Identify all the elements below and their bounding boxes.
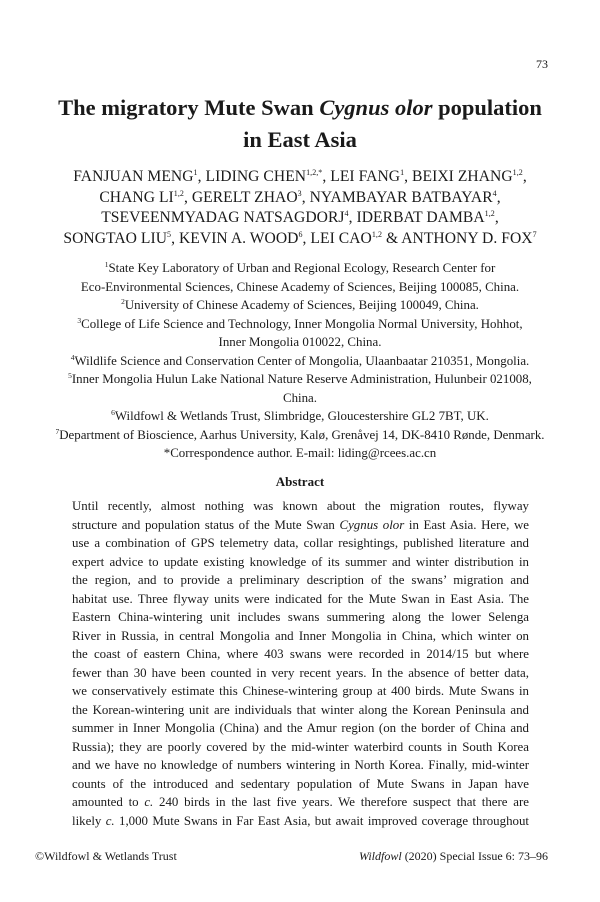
abstract-line xyxy=(72,534,529,553)
abstract-text: the region, and to provide a preliminary description of the swans’ migration and xyxy=(72,573,529,587)
affiliation-number: 7 xyxy=(55,426,60,436)
abstract-text: habitat use. Three flyway units were indicated for the Mute Swan in East Asia. The xyxy=(72,591,529,606)
abstract-line xyxy=(72,664,529,683)
author-name: , LIDING CHEN xyxy=(197,168,307,185)
affiliation-line xyxy=(16,259,584,278)
affiliation-number: 3 xyxy=(77,315,82,325)
page-number: 73 xyxy=(536,57,548,71)
abstract-text: the coast of eastern China, where 403 swans were recorded in 2014/15 but where xyxy=(72,647,529,661)
affiliation-text: China. xyxy=(282,390,317,405)
affiliation-marker: 1 xyxy=(400,168,405,177)
affiliation-number: 5 xyxy=(68,371,72,380)
affiliation-marker: 1,2 xyxy=(484,209,495,218)
author-name: , NYAMBAYAR BATBAYAR xyxy=(301,188,493,206)
affiliation-line xyxy=(16,426,584,445)
affiliation-number: 2 xyxy=(121,297,125,306)
author-name: FANJUAN MENG xyxy=(73,168,194,185)
affiliation-text: State Key Laboratory of Urban and Regional Ecology, Research Center for xyxy=(108,261,496,275)
abstract-text: use a combination of GPS telemetry data, collar resightings, published literature and xyxy=(72,536,529,550)
abstract-text: Russia); they are poorly covered by the mid-winter waterbird counts in South Korea xyxy=(72,739,529,754)
abstract-text: we conservatively estimate this Chinese-wintering group at 400 birds. Mute Swans in xyxy=(72,684,529,698)
abstract-line xyxy=(72,682,529,701)
abstract-line xyxy=(72,738,529,757)
abstract-text: the Korean-wintering unit are individuals that winter along the Korean Peninsula and xyxy=(72,702,529,717)
abstract-line xyxy=(72,627,529,646)
affiliation-marker: 1,2 xyxy=(512,168,523,177)
affiliation-text: University of Chinese Academy of Sciences, Beijing 100049, China. xyxy=(124,298,479,312)
affiliation-marker: 1 xyxy=(193,168,198,177)
affiliation-line xyxy=(16,333,584,352)
author-name: , xyxy=(522,168,527,185)
title-line-2: in East Asia xyxy=(243,127,357,152)
author-name: CHANG LI xyxy=(99,188,174,206)
abstract-line xyxy=(72,793,529,812)
italic-text: c. xyxy=(105,813,115,828)
author-line xyxy=(20,229,580,250)
author-name: , xyxy=(494,209,499,226)
affiliation-marker: 6 xyxy=(298,229,303,239)
abstract-line xyxy=(72,701,529,720)
abstract-text: in East Asia. Here, we xyxy=(404,517,530,532)
footer-copyright: ©Wildfowl & Wetlands Trust xyxy=(35,849,177,863)
affiliation-number: 6 xyxy=(111,408,115,417)
abstract-line xyxy=(72,756,529,775)
italic-text: c. xyxy=(144,795,154,809)
abstract-text: counts of the introduced and sedentary population of Mute Swans in Japan have xyxy=(72,776,529,791)
affiliation-marker: 1,2,* xyxy=(306,168,323,177)
abstract-heading: Abstract xyxy=(275,474,325,489)
author-name: , KEVIN A. WOOD xyxy=(171,229,299,247)
abstract-text: structure and population status of the Mute Swan xyxy=(72,517,340,532)
abstract-text: likely xyxy=(72,813,106,828)
affiliation-line xyxy=(16,389,584,408)
author-name: , LEI FANG xyxy=(322,168,401,185)
affiliation-marker: 3 xyxy=(297,188,302,198)
affiliation-text: Wildfowl & Wetlands Trust, Slimbridge, Gloucestershire GL2 7BT, UK. xyxy=(114,409,489,423)
affiliation-text: Eco-Environmental Sciences, Chinese Academy of Sciences, Beijing 100085, China. xyxy=(80,279,520,294)
abstract-line xyxy=(72,590,529,609)
abstract-text: and we have no knowledge of numbers wintering in North Korea. Finally, mid-winter xyxy=(72,758,529,772)
species-name: Cygnus olor xyxy=(319,95,433,120)
abstract-line xyxy=(72,571,529,590)
italic-text: Cygnus olor xyxy=(339,517,405,532)
abstract-body xyxy=(72,497,529,830)
abstract-line xyxy=(72,645,529,664)
abstract-text: 240 birds in the last five years. We therefore suspect that there are xyxy=(153,795,529,809)
affiliation-text: Wildlife Science and Conservation Center of Mongolia, Ulaanbaatar 210351, Mongolia. xyxy=(74,353,530,368)
author-name: , LEI CAO xyxy=(302,229,372,247)
affiliation-number: 4 xyxy=(70,352,75,362)
affiliation-text: Department of Bioscience, Aarhus University, Kalø, Grenåvej 14, DK-8410 Rønde, Denmark. xyxy=(59,427,545,442)
abstract-text: 1,000 Mute Swans in Far East Asia, but await improved coverage throughout xyxy=(114,813,529,828)
affiliation-line xyxy=(16,352,584,371)
affiliation-text: College of Life Science and Technology, Inner Mongolia Normal University, Hohhot, xyxy=(81,316,523,331)
author-line xyxy=(20,208,580,229)
abstract-line xyxy=(72,497,529,516)
author-name: & ANTHONY D. FOX xyxy=(382,229,533,247)
affiliation-text: *Correspondence author. E-mail: liding@rcees.ac.cn xyxy=(163,446,437,460)
affiliation-line xyxy=(16,315,584,334)
affiliation-list xyxy=(16,259,584,463)
affiliation-text: Inner Mongolia Hulun Lake National Nature Reserve Administration, Hulunbeir 021008, xyxy=(71,372,532,386)
abstract-text: River in Russia, in central Mongolia and Inner Mongolia in China, which winter on xyxy=(72,628,529,643)
author-line xyxy=(20,188,580,209)
abstract-line xyxy=(72,812,529,831)
author-name: , GERELT ZHAO xyxy=(183,188,298,206)
page-title xyxy=(40,92,560,156)
abstract-text: Until recently, almost nothing was known about the migration routes, flyway xyxy=(72,499,529,513)
affiliation-number: 1 xyxy=(104,260,109,269)
author-name: , IDERBAT DAMBA xyxy=(348,209,485,226)
affiliation-marker: 4 xyxy=(492,188,497,198)
abstract-line xyxy=(72,775,529,794)
affiliation-line xyxy=(16,278,584,297)
author-list xyxy=(20,167,580,249)
abstract-text: Eastern China-wintering unit includes swans summering along the lower Selenga xyxy=(72,610,529,624)
author-name: SONGTAO LIU xyxy=(63,229,168,247)
abstract-text: expert advice to update existing knowledge of its summer and winter distribution in xyxy=(72,554,529,569)
affiliation-line xyxy=(16,370,584,389)
affiliation-marker: 1,2 xyxy=(371,229,382,239)
affiliation-text: Inner Mongolia 010022, China. xyxy=(218,335,382,349)
author-line xyxy=(20,167,580,188)
affiliation-marker: 5 xyxy=(167,229,172,239)
abstract-text: amounted to xyxy=(72,795,145,809)
affiliation-marker: 1,2 xyxy=(173,188,184,198)
abstract-text: fewer than 30 have been counted in very recent years. In the absence of better data, xyxy=(72,665,529,680)
affiliation-marker: 4 xyxy=(344,209,349,218)
abstract-text: summer in Inner Mongolia (China) and the Amur region (on the border of China and xyxy=(72,721,529,735)
abstract-line xyxy=(72,719,529,738)
author-name: TSEVEENMYADAG NATSAGDORJ xyxy=(101,209,345,226)
correspondence-line xyxy=(16,444,584,463)
footer-citation: Wildfowl (2020) Special Issue 6: 73–96 xyxy=(359,849,548,863)
title-line-1: The migratory Mute Swan Cygnus olor population xyxy=(58,95,542,120)
abstract-line xyxy=(72,553,529,572)
author-name: , xyxy=(496,188,501,206)
abstract-line xyxy=(72,516,529,535)
abstract-line xyxy=(72,608,529,627)
affiliation-line xyxy=(16,296,584,315)
affiliation-line xyxy=(16,407,584,426)
author-name: , BEIXI ZHANG xyxy=(404,168,513,185)
affiliation-marker: 7 xyxy=(532,229,537,239)
